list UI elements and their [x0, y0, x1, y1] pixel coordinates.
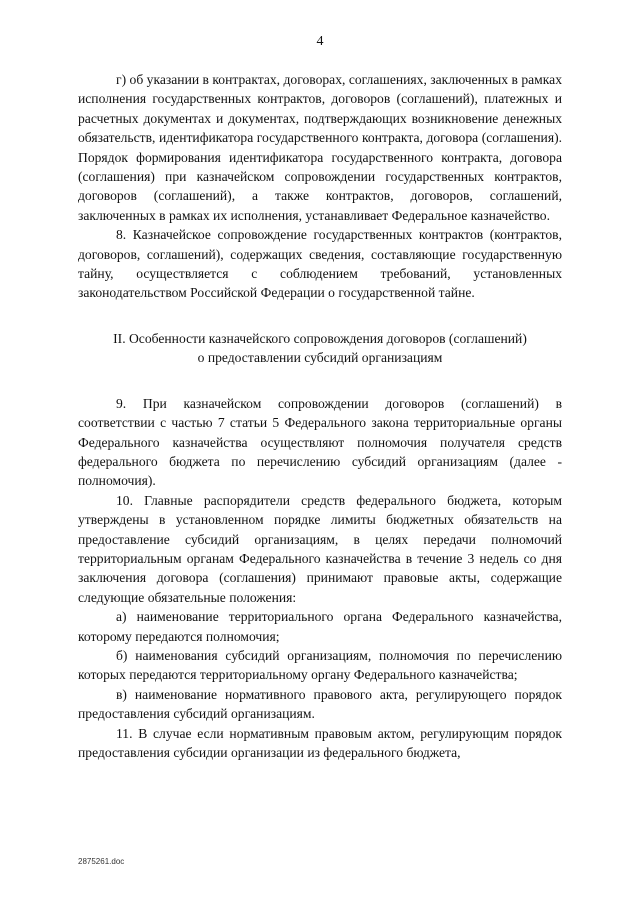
- page-number: 4: [316, 34, 324, 49]
- section-heading: [78, 329, 562, 368]
- paragraph-10-a: а) наименование территориального органа Федерального казначейства, которому передаются полномочия;: [78, 609, 562, 644]
- section-heading-line-1: II. Особенности казначейского сопровождения договоров (соглашений): [113, 330, 527, 346]
- paragraph-11: 11. В случае если нормативным правовым актом, регулирующим порядок предоставления субсидии организации из федерального бюджета,: [78, 725, 562, 760]
- paragraph-10: 10. Главные распорядители средств федерального бюджета, которым утверждены в установленном порядке лимиты бюджетных обязательств на предоставление субсидий организациям, в целях передачи полномочий территориальным органам Федерального казначейства в течение 3 недель со дня заключения договора (соглашения) принимают правовые акты, содержащие следующие обязательные положения:: [78, 492, 562, 605]
- section-heading-line-2: о предоставлении субсидий организациям: [197, 350, 443, 366]
- document-file-code: 2875261.doc: [78, 857, 125, 866]
- paragraph-10-b: б) наименования субсидий организациям, полномочия по перечислению которых передаются территориальному органу Федерального казначейства;: [78, 647, 562, 683]
- paragraph-9: 9. При казначейском сопровождении договоров (соглашений) в соответствии с частью 7 статьи 5 Федерального закона территориальные органы Федерального казначейства осуществляют полномочия получателя средств федерального бюджета по перечислению субсидий организациям (далее - полномочия).: [78, 395, 562, 489]
- paragraph-8-state-secret: 8. Казначейское сопровождение государственных контрактов (контрактов, договоров, соглашений), содержащих сведения, составляющие государственную тайну, осуществляется с соблюдением требований, установленных законодательством Российской Федерации о государственной тайне.: [78, 227, 562, 301]
- paragraph-10-v: в) наименование нормативного правового акта, регулирующего порядок предоставления субсидий организациям.: [78, 686, 562, 722]
- spacer: [78, 368, 562, 394]
- paragraph-g-identifier: г) об указании в контрактах, договорах, соглашениях, заключенных в рамках исполнения государственных контрактов, договоров (соглашений), платежных и расчетных документах и документах, подтверждающих возникновение денежных обязательств, идентификатора государственного контракта, договора (соглашения). Порядок формирования идентификатора государственного контракта, договора (соглашения) при казначейском сопровождении государственных контрактов, договоров (соглашений), а также контрактов, договоров, соглашений, заключенных в рамках их исполнения, устанавливает Федеральное казначейство.: [78, 72, 562, 223]
- spacer: [78, 303, 562, 329]
- document-body: [78, 70, 562, 762]
